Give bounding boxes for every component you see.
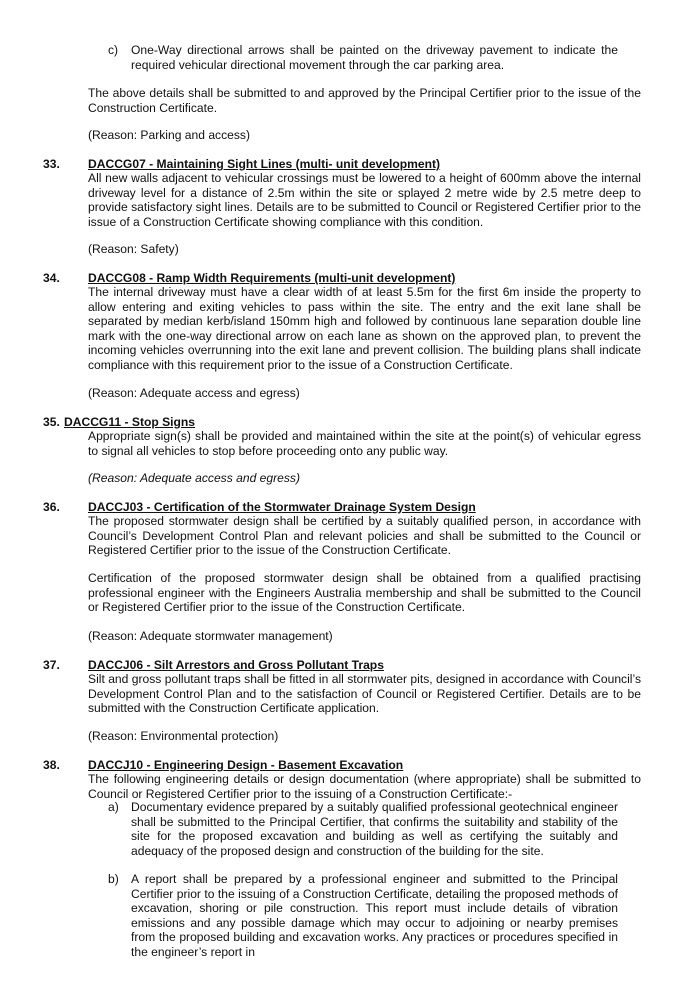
paragraph: All new walls adjacent to vehicular crossings must be lowered to a height of 600mm above the internal driveway level for a distance of 2.5m within the site or splayed 2 metre wide by 2.5 metre deep to provide satisfactory sight lines. Details are to be submitted to Council or Registered Certifier prior to the issue of a Construction Certificate showing compliance with this condition. <box>88 171 641 229</box>
condition-number: 34. <box>43 271 60 285</box>
condition-number: 33. <box>43 157 60 171</box>
condition-title: DACCJ10 - Engineering Design - Basement Excavation <box>88 758 404 772</box>
paragraph: The above details shall be submitted to and approved by the Principal Certifier prior to the issue of the Construction Certificate. <box>88 86 641 115</box>
list-marker: a) <box>108 800 119 814</box>
condition-number: 36. <box>43 500 60 514</box>
condition-title: DACCG07 - Maintaining Sight Lines (multi- unit development) <box>88 157 441 171</box>
paragraph: Certification of the proposed stormwater design shall be obtained from a qualified practising professional engineer with the Engineers Australia membership and shall be submitted to the Council or Registered Certifier prior to the issue of the Construction Certificate. <box>88 571 641 615</box>
condition-title: DACCJ03 - Certification of the Stormwater Drainage System Design <box>88 500 476 514</box>
reason: (Reason: Adequate access and egress) <box>88 471 300 485</box>
paragraph: The internal driveway must have a clear width of at least 5.5m for the first 6m inside the property to allow entering and exiting vehicles to pass within the site. The entry and the exit lane shall be separated by median kerb/island 150mm high and followed by continuous lane separation double line mark with the one-way directional arrow on each lane as shown on the approved plan, to prevent the incoming vehicles overrunning into the exit lane and prevent collision. The building plans shall indicate compliance with this requirement prior to the issue of a Construction Certificate. <box>88 285 641 372</box>
condition-number: 37. <box>43 658 60 672</box>
condition-number: 38. <box>43 758 60 772</box>
list-text: One-Way directional arrows shall be painted on the driveway pavement to indicate the required vehicular directional movement through the car parking area. <box>131 43 618 72</box>
paragraph: The proposed stormwater design shall be certified by a suitably qualified person, in accordance with Council’s Development Control Plan and relevant policies and shall be submitted to the Council or Registered Certifier prior to the issue of the Construction Certificate. <box>88 514 641 558</box>
paragraph: The following engineering details or design documentation (where appropriate) shall be submitted to Council or Registered Certifier prior to the issuing of a Construction Certificate:- <box>88 772 641 801</box>
reason: (Reason: Parking and access) <box>88 128 251 142</box>
reason: (Reason: Environmental protection) <box>88 729 279 743</box>
list-text: Documentary evidence prepared by a suitably qualified professional geotechnical engineer shall be submitted to the Principal Certifier, that confirms the suitability and stability of the site for the proposed excavation and building as well as certifying the suitably and adequacy of the proposed design and construction of the building for the site. <box>131 800 618 858</box>
condition-title: DACCJ06 - Silt Arrestors and Gross Pollutant Traps <box>88 658 384 672</box>
paragraph: Appropriate sign(s) shall be provided and maintained within the site at the point(s) of vehicular egress to signal all vehicles to stop before proceeding onto any public way. <box>88 429 641 458</box>
list-marker: b) <box>108 872 119 886</box>
condition-title: DACCG08 - Ramp Width Requirements (multi-unit development) <box>88 271 456 285</box>
condition-title: DACCG11 - Stop Signs <box>64 415 196 429</box>
list-marker: c) <box>108 43 119 57</box>
condition-number: 35. <box>43 415 60 429</box>
list-text: A report shall be prepared by a professional engineer and submitted to the Principal Certifier prior to the issuing of a Construction Certificate, detailing the proposed methods of excavation, shoring or pile construction. This report must include details of vibration emissions and any possible damage which may occur to adjoining or nearby premises from the proposed building and excavation works. Any practices or procedures specified in the engineer’s report in <box>131 872 618 959</box>
reason: (Reason: Safety) <box>88 242 179 256</box>
reason: (Reason: Adequate stormwater management) <box>88 629 333 643</box>
paragraph: Silt and gross pollutant traps shall be fitted in all stormwater pits, designed in accordance with Council’s Development Control Plan and to the satisfaction of Council or Registered Certifier. Details are to be submitted with the Construction Certificate application. <box>88 672 641 716</box>
reason: (Reason: Adequate access and egress) <box>88 386 300 400</box>
